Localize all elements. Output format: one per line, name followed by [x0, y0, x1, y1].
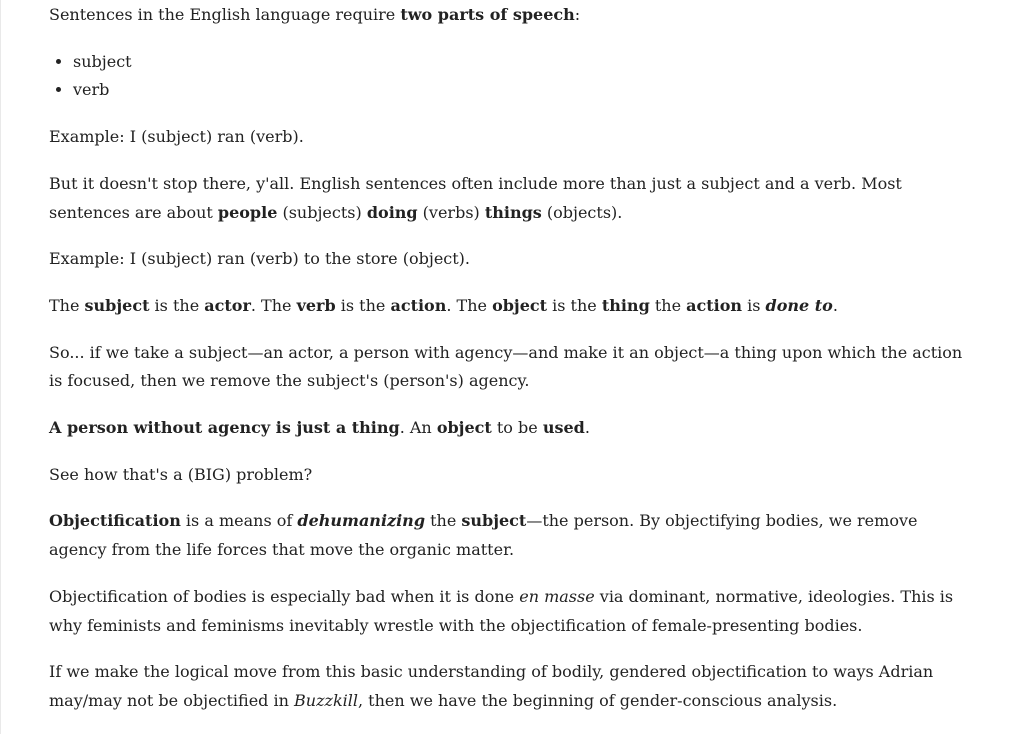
text-segment: [297, 511, 425, 530]
text-segment: [766, 296, 833, 315]
text-segment: .: [584, 418, 590, 438]
text-segment: thing: [601, 295, 650, 315]
text-segment: actor: [204, 295, 251, 315]
text-segment: . An: [399, 418, 437, 438]
text-segment: :: [574, 5, 581, 24]
text-segment: the: [649, 295, 687, 315]
paragraph: [49, 245, 979, 274]
text-segment-bold-italic: dehumanizing: [297, 511, 425, 531]
text-segment: action: [390, 295, 447, 315]
text-segment: See how that's a (BIG) problem?: [49, 464, 313, 484]
text-segment-bold-italic: done to: [765, 295, 833, 315]
bullet-list: [49, 48, 1003, 105]
paragraph: [49, 339, 979, 396]
text-segment: object: [436, 418, 492, 438]
paragraph: [49, 414, 979, 443]
paragraph: [49, 170, 979, 227]
text-segment: subject: [461, 511, 527, 531]
text-segment: Example: I (subject) ran (verb) to the store (object).: [49, 249, 470, 269]
text-segment: two parts of speech: [400, 5, 575, 24]
text-segment: is the: [149, 295, 205, 315]
text-segment: doing: [366, 202, 418, 222]
text-segment: Objectification of bodies is especially bad when it is done: [49, 586, 520, 606]
text-segment: The: [49, 295, 85, 315]
text-segment: Buzzkill: [294, 690, 358, 710]
text-segment: is a means of: [180, 511, 298, 531]
text-segment: to be: [491, 418, 543, 438]
text-segment: Example: I (subject) ran (verb).: [49, 127, 304, 147]
text-segment: A person without agency is just a thing: [49, 418, 400, 438]
text-segment: is: [742, 295, 766, 315]
text-segment: subject: [73, 51, 132, 71]
text-segment: Objectification: [49, 511, 181, 531]
paragraph: [49, 507, 979, 564]
text-segment: —the person. By objectifying bodies, we remove agency from the life forces that move the organic matter.: [49, 511, 918, 560]
text-segment: people: [217, 202, 278, 222]
text-segment: So... if we take a subject—an actor, a person with agency—and make it an object—a thing upon which the action is focused, then we remove the subject's (person's) agency.: [49, 342, 963, 391]
paragraph: [49, 583, 979, 640]
text-segment: via dominant, normative, ideologies. This is why feminists and feminisms inevitably wrestle with the objectification of female-presenting bodies.: [49, 586, 954, 635]
paragraph: [49, 292, 979, 321]
text-segment: en masse: [519, 586, 595, 606]
text-segment: . The: [250, 295, 297, 315]
text-segment: is the: [335, 295, 391, 315]
paragraph: [49, 461, 979, 490]
text-segment: used: [542, 418, 585, 438]
text-segment: But it doesn't stop there, y'all. English sentences often include more than just a subject and a verb. Most sentences are about: [49, 173, 902, 222]
text-segment: (objects).: [541, 202, 623, 222]
text-segment: .: [832, 295, 838, 315]
text-segment: is the: [547, 295, 602, 315]
list-item: [73, 48, 1003, 77]
text-segment: , then we have the beginning of gender-conscious analysis.: [357, 690, 838, 710]
text-segment: things: [484, 202, 542, 222]
text-segment: (verbs): [417, 202, 485, 222]
text-segment: action: [686, 295, 743, 315]
text-segment: . The: [446, 295, 493, 315]
text-segment: subject: [84, 295, 150, 315]
text-segment: If we make the logical move from this basic understanding of bodily, gendered objectification to ways Adrian may/may not be objectified in: [49, 662, 934, 710]
paragraph: [49, 0, 979, 30]
text-segment: object: [492, 295, 548, 315]
paragraph: [49, 123, 979, 152]
paragraph: [49, 658, 979, 715]
text-segment: verb: [296, 295, 336, 315]
text-segment: (subjects): [277, 202, 367, 222]
article-body: [1, 0, 1006, 716]
text-segment: Sentences in the English language require: [49, 5, 401, 24]
text-segment: verb: [73, 80, 110, 100]
list-item: [73, 76, 1003, 105]
text-segment: the: [425, 511, 462, 531]
